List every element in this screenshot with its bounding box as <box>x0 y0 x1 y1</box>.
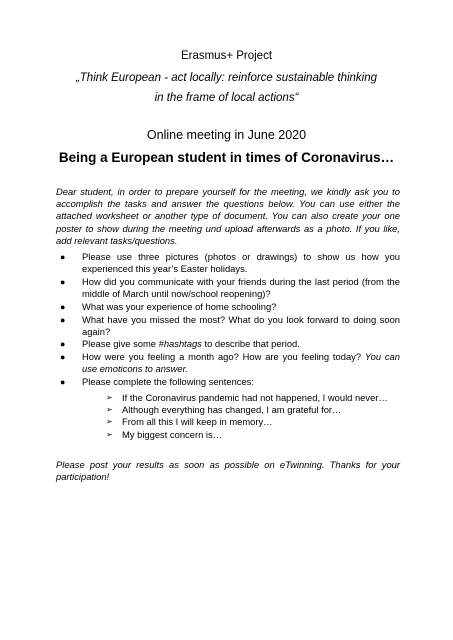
bullet-icon: ● <box>60 377 66 388</box>
task-list <box>56 251 400 389</box>
bullet-icon: ● <box>60 301 66 312</box>
task-text: What was your experience of home schooling? <box>82 300 277 312</box>
meeting-title: Online meeting in June 2020 <box>146 128 307 142</box>
bullet-icon: ● <box>60 252 66 262</box>
task-text-prefix: How were you feeling a month ago? How are you feeling today? <box>82 351 365 363</box>
task-text: What have you missed the most? What do you look forward to doing soon again? <box>82 313 400 337</box>
task-text: Please use three pictures (photos or drawings) to show us how you experienced this year’s Easter holidays. <box>82 251 400 275</box>
main-heading: Being a European student in times of Coronavirus… <box>58 150 395 165</box>
project-title: Erasmus+ Project <box>180 50 273 62</box>
sentence-list <box>100 392 400 441</box>
task-item <box>56 276 400 300</box>
task-item <box>56 251 400 275</box>
sentence-item <box>100 392 400 404</box>
bullet-icon: ● <box>60 314 66 325</box>
task-item <box>56 301 400 313</box>
task-item <box>56 314 400 338</box>
sentence-text: From all this I will keep in memory… <box>122 416 273 428</box>
sentence-text: If the Coronavirus pandemic had not happened, I would never… <box>122 392 388 403</box>
project-motto-line-1: „Think European - act locally: reinforce sustainable thinking <box>75 72 378 84</box>
task-text: Please complete the following sentences: <box>82 376 254 388</box>
sentence-text: Although everything has changed, I am grateful for… <box>122 404 342 416</box>
sentence-item <box>100 404 400 416</box>
hashtags-text: #hashtags <box>158 338 202 350</box>
bullet-icon: ● <box>60 276 66 287</box>
bullet-icon: ● <box>60 352 66 363</box>
sentence-item <box>100 429 400 441</box>
project-motto-line-2: in the frame of local actions“ <box>154 92 299 104</box>
task-text-suffix: to describe that period. <box>201 338 300 350</box>
bullet-icon: ● <box>60 339 66 350</box>
arrow-bullet-icon: ➢ <box>106 417 113 427</box>
task-text: How did you communicate with your friends during the last period (from the middle of March until now/school reopening)? <box>82 275 400 300</box>
emoticons-hint: You can use emoticons to answer. <box>82 351 400 375</box>
task-item <box>56 351 400 375</box>
closing-paragraph: Please post your results as soon as possible on eTwinning. Thanks for your participation! <box>56 459 400 483</box>
arrow-bullet-icon: ➢ <box>106 405 113 415</box>
task-item <box>56 376 400 388</box>
task-item <box>56 338 400 350</box>
sentence-text: My biggest concern is… <box>122 428 223 440</box>
arrow-bullet-icon: ➢ <box>106 429 113 439</box>
intro-paragraph: Dear student, in order to prepare yourself for the meeting, we kindly ask you to accomplish the tasks and answer the questions below. You can use either the attached worksheet or another type of document. You can also create your one poster to show during the meeting und upload afterwards as a photo. If you like, add relevant tasks/questions. <box>56 186 400 246</box>
sentence-item <box>100 416 400 428</box>
arrow-bullet-icon: ➢ <box>106 393 113 402</box>
task-text-prefix: Please give some <box>82 338 159 350</box>
